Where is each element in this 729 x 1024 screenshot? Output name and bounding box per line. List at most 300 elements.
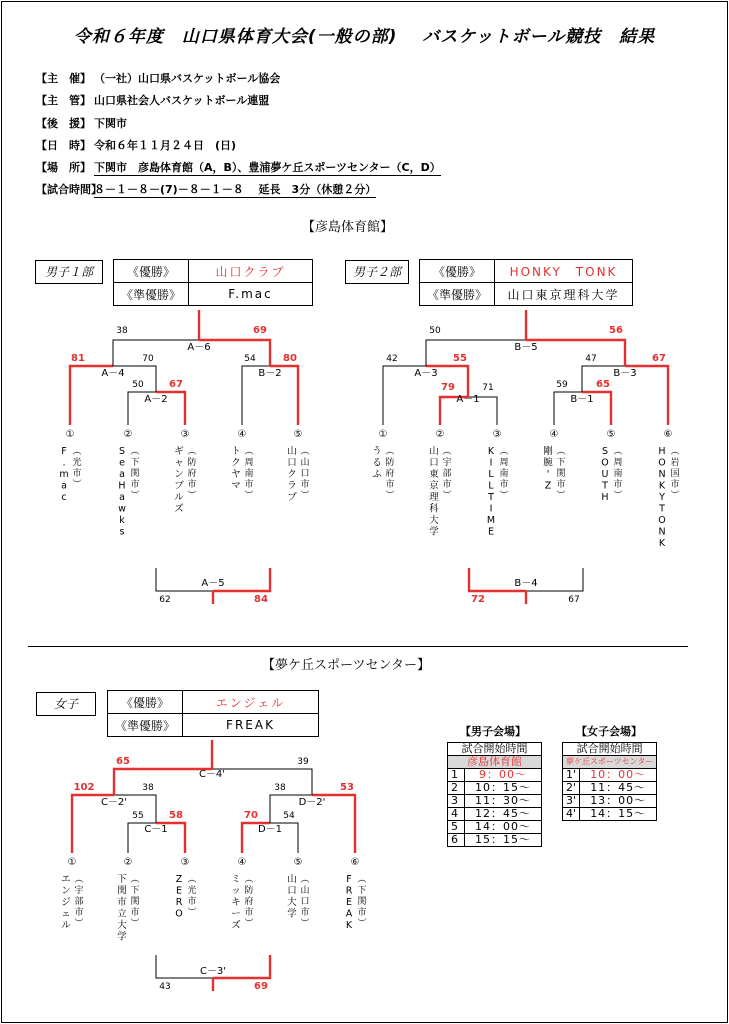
men2-team-city-char: 府 xyxy=(385,469,395,479)
men1-team-name-char: a xyxy=(61,480,67,492)
bracket-line xyxy=(113,340,199,366)
women-division-label: 女子 xyxy=(36,692,96,716)
game-label: A－6 xyxy=(187,342,211,353)
women-team-city-char: 部 xyxy=(74,897,84,907)
men2-team-name-char: 腕 xyxy=(543,457,553,469)
info-key: 【日 時】 xyxy=(36,139,91,152)
men2-team-number: ④ xyxy=(549,429,559,440)
men1-team-name-char: e xyxy=(119,457,125,469)
women-team-city-char: ︶ xyxy=(300,919,310,929)
men1-team-city-char: ︵ xyxy=(244,447,254,457)
men2-team-city-char: 周 xyxy=(499,458,509,468)
women-team-city-char: 光 xyxy=(187,886,197,896)
men2-team-name-char: H xyxy=(658,446,666,457)
score-left: 79 xyxy=(441,382,455,393)
men2-team-name-char: L xyxy=(488,469,494,480)
score-left: 38 xyxy=(116,326,128,336)
info-row xyxy=(36,116,127,131)
men1-team-number: ③ xyxy=(180,429,190,440)
women-team-name-char: 市 xyxy=(117,897,127,908)
men2-team-city-char: ︵ xyxy=(556,447,566,457)
women-team-number: ② xyxy=(123,857,133,868)
men2-team-name-char: M xyxy=(486,515,496,526)
men2-team-name-char: 学 xyxy=(429,526,439,538)
info-value: ８－１－８－(7)－８－１－８ 延長 3分（休憩２分） xyxy=(94,183,377,196)
men1-team-name-char: w xyxy=(118,503,126,515)
info-key: 【主 催】 xyxy=(36,72,91,85)
score-right: 39 xyxy=(297,757,309,767)
men1-team-name-char: H xyxy=(118,480,126,492)
men2-team-city-char: ︵ xyxy=(670,447,680,457)
score-right: 69 xyxy=(254,981,268,992)
men2-team-city-char: 市 xyxy=(613,480,623,490)
women-team-name-char: 立 xyxy=(117,908,127,920)
men2-team-name-char: 理 xyxy=(429,492,439,503)
men2-team-city-char: 南 xyxy=(613,469,623,479)
women-team-number: ③ xyxy=(180,857,190,868)
women-team-number: ⑤ xyxy=(293,857,303,868)
women-team-city-char: 下 xyxy=(130,886,140,896)
men2-team-city-char: ︶ xyxy=(442,491,452,501)
women-team-city-char: ︶ xyxy=(357,919,367,929)
women-team-name-char: K xyxy=(345,920,353,931)
score-left: 50 xyxy=(429,326,441,336)
men1-team-number: ① xyxy=(65,429,75,440)
women-team-city-char: 市 xyxy=(130,908,140,918)
women-team-name-char: ミ xyxy=(231,874,241,885)
score-right: 84 xyxy=(254,594,268,605)
men2-team-name-char: 大 xyxy=(429,515,439,526)
women-team-city-char: 市 xyxy=(244,908,254,918)
women-winner: エンジェル xyxy=(183,691,319,714)
women-team-city-char: 宇 xyxy=(74,886,84,896)
start-time: 15：15～ xyxy=(465,834,542,847)
women-team-name-char: ズ xyxy=(231,920,241,931)
men2-division-label: 男子２部 xyxy=(345,260,409,284)
women-schedule-title: 【女子会場】 xyxy=(576,725,642,738)
winner-label: 《優勝》 xyxy=(108,691,183,714)
score-right: 65 xyxy=(596,379,610,390)
info-row xyxy=(36,160,441,175)
men1-team-city-char: 山 xyxy=(300,458,310,468)
women-team-name-char: ジ xyxy=(61,897,71,908)
score-left: 70 xyxy=(244,810,258,821)
game-label: B－3 xyxy=(613,368,637,379)
score-left: 47 xyxy=(585,354,597,364)
men1-team-number: ② xyxy=(123,429,133,440)
women-schedule-venue: 夢ケ丘スポーツセンター xyxy=(563,756,657,769)
women-team-city-char: 府 xyxy=(244,897,254,907)
men2-team-city-char: ︵ xyxy=(613,447,623,457)
game-number: 3 xyxy=(448,795,465,808)
men2-team-name-char: I xyxy=(489,457,493,469)
men2-team-city-char: 部 xyxy=(442,469,452,479)
men1-team-number: ⑤ xyxy=(293,429,303,440)
men1-team-name-char: ャ xyxy=(174,457,184,469)
men2-team-name-char: 山 xyxy=(429,446,439,457)
men1-team-name-char: s xyxy=(119,526,125,538)
men2-team-city-char: 防 xyxy=(385,458,395,468)
men2-team-name-char: K xyxy=(487,446,495,457)
score-right: 67 xyxy=(652,353,666,364)
men2-team-city-char: 市 xyxy=(670,480,680,490)
men2-team-city-char: ︶ xyxy=(613,491,623,501)
men2-team-name-char: 京 xyxy=(429,480,439,492)
men1-team-name-char: ヤ xyxy=(231,469,241,480)
info-value: （一社）山口県バスケットボール協会 xyxy=(94,72,281,85)
men2-team-city-char: 宇 xyxy=(442,458,452,468)
men2-team-name-char: ' xyxy=(546,469,550,480)
men2-team-number: ① xyxy=(378,429,388,440)
men1-team-city-char: ︵ xyxy=(300,447,310,457)
venue-heading-yumegaoka: 【夢ケ丘スポーツセンター】 xyxy=(262,658,430,673)
start-time: 10：00～ xyxy=(580,769,657,782)
men2-team-name-char: T xyxy=(659,503,665,515)
men2-winner: HONKY TONK xyxy=(495,260,633,283)
game-label: A－3 xyxy=(414,368,438,379)
game-number: 5 xyxy=(448,821,465,834)
women-team-city-char: 関 xyxy=(130,897,140,907)
game-label: B－2 xyxy=(258,368,282,379)
women-team-name-char: ル xyxy=(61,920,71,931)
women-team-city-char: 関 xyxy=(357,897,367,907)
game-label: D－1 xyxy=(257,824,283,835)
score-left: 65 xyxy=(116,756,130,767)
score-left: 55 xyxy=(132,811,144,821)
men1-team-city-char: ︶ xyxy=(187,491,197,501)
women-team-name-char: R xyxy=(345,885,353,897)
women-team-city-char: 防 xyxy=(244,886,254,896)
info-row xyxy=(36,138,236,153)
men2-team-name-char: S xyxy=(601,446,609,457)
score-left: 43 xyxy=(159,982,171,992)
men-schedule-venue: 彦島体育館 xyxy=(448,756,542,769)
women-team-number: ① xyxy=(67,857,77,868)
runner-up-label: 《準優勝》 xyxy=(420,283,495,306)
men2-team-name-char: 東 xyxy=(429,469,439,480)
score-left: 38 xyxy=(274,783,286,793)
women-team-name-char: R xyxy=(175,897,183,908)
women-team-name-char: 関 xyxy=(117,885,127,897)
women-team-name-char: E xyxy=(345,897,353,908)
men2-team-name-char: K xyxy=(658,538,666,549)
score-right: 56 xyxy=(609,325,623,336)
winner-label: 《優勝》 xyxy=(114,260,189,283)
runner-up-label: 《準優勝》 xyxy=(114,283,189,306)
men1-team-name-char: ギ xyxy=(174,446,184,457)
men1-team-city-char: 市 xyxy=(187,480,197,490)
men1-team-name-char: m xyxy=(59,469,69,480)
game-number: 6 xyxy=(448,834,465,847)
women-team-number: ⑥ xyxy=(350,857,360,868)
women-team-name-char: 大 xyxy=(287,897,297,908)
men1-team-name-char: F xyxy=(61,446,67,457)
info-value: 令和６年１１月２４日 (日) xyxy=(94,139,237,152)
venue-heading-hikoshima: 【彦島体育館】 xyxy=(302,220,394,235)
men1-team-city-char: 下 xyxy=(130,458,140,468)
men2-team-city-char: 市 xyxy=(556,480,566,490)
women-team-name-char: 学 xyxy=(287,908,297,920)
men1-team-name-char: ン xyxy=(174,469,184,480)
women-team-city-char: ︵ xyxy=(244,875,254,885)
game-label: A－5 xyxy=(201,578,225,589)
men1-team-name-char: ク xyxy=(287,469,297,480)
men1-division-label: 男子１部 xyxy=(35,260,103,284)
women-team-name-char: ェ xyxy=(61,908,71,920)
women-team-name-char: 大 xyxy=(117,920,127,931)
info-value: 下関市 彦島体育館（A，B）、豊浦夢ケ丘スポーツセンター（C，D） xyxy=(94,161,441,174)
men1-team-name-char: ブ xyxy=(287,492,297,503)
bracket-line xyxy=(212,769,312,795)
women-team-city-char: 下 xyxy=(357,886,367,896)
men2-team-name-char: T xyxy=(488,492,494,503)
men1-team-name-char: ル xyxy=(174,492,184,503)
game-label: C－2' xyxy=(100,797,128,808)
men2-team-name-char: I xyxy=(489,503,493,515)
men2-team-number: ② xyxy=(435,429,445,440)
men2-team-name-char: O xyxy=(658,515,666,526)
score-left: 72 xyxy=(471,594,485,605)
info-key: 【後 援】 xyxy=(36,117,91,130)
men2-team-name-char: 剛 xyxy=(543,446,553,457)
men1-team-name-char: a xyxy=(119,492,125,503)
game-number: 4 xyxy=(448,808,465,821)
men1-team-city-char: 光 xyxy=(72,458,82,468)
men2-team-number: ③ xyxy=(492,429,502,440)
men1-team-city-char: 周 xyxy=(244,458,254,468)
men2-team-city-char: ︶ xyxy=(499,491,509,501)
men1-team-name-char: ク xyxy=(231,457,241,469)
game-number: 1 xyxy=(448,769,465,782)
men2-team-city-char: 周 xyxy=(613,458,623,468)
men2-team-name-char: E xyxy=(487,526,495,538)
women-team-name-char: ン xyxy=(61,885,71,897)
score-left: 50 xyxy=(132,380,144,390)
men1-team-name-char: 山 xyxy=(287,446,297,457)
men2-team-name-char: N xyxy=(658,469,666,480)
men1-team-city-char: ︶ xyxy=(130,491,140,501)
men2-team-city-char: ︵ xyxy=(499,447,509,457)
men1-team-number: ④ xyxy=(237,429,247,440)
score-right: 80 xyxy=(283,353,297,364)
women-team-city-char: 市 xyxy=(357,908,367,918)
men2-team-name-char: K xyxy=(658,480,666,492)
score-right: 71 xyxy=(482,383,494,393)
info-row xyxy=(36,93,269,108)
women-team-name-char: 学 xyxy=(117,931,127,943)
women-team-city-char: ︵ xyxy=(300,875,310,885)
women-team-name-char: 口 xyxy=(287,885,297,897)
score-left: 59 xyxy=(556,380,568,390)
men1-team-name-char: . xyxy=(62,457,66,469)
women-team-city-char: 口 xyxy=(300,897,310,907)
men1-team-city-char: ︵ xyxy=(187,447,197,457)
men2-team-city-char: 南 xyxy=(499,469,509,479)
game-number: 2 xyxy=(448,782,465,795)
info-value: 山口県社会人バスケットボール連盟 xyxy=(94,94,270,107)
info-key: 【場 所】 xyxy=(36,161,91,174)
women-team-city-char: 市 xyxy=(187,897,197,907)
men1-team-name-char: 口 xyxy=(287,457,297,469)
women-team-city-char: ︵ xyxy=(130,875,140,885)
men1-team-name-char: ラ xyxy=(287,480,297,492)
men1-team-city-char: 南 xyxy=(244,469,254,479)
info-key: 【試合時間】 xyxy=(36,183,102,196)
men1-team-city-char: 防 xyxy=(187,458,197,468)
men1-team-name-char: S xyxy=(118,446,126,457)
start-time: 14：15～ xyxy=(580,808,657,821)
men1-team-city-char: 府 xyxy=(187,469,197,479)
game-number: 1' xyxy=(563,769,580,782)
men2-team-city-char: ︵ xyxy=(442,447,452,457)
men2-team-name-char: ふ xyxy=(372,469,382,480)
women-team-name-char: ー xyxy=(231,908,241,920)
men1-team-city-char: ︵ xyxy=(130,447,140,457)
score-right: 70 xyxy=(142,354,154,364)
women-team-name-char: O xyxy=(175,908,183,920)
score-left: 42 xyxy=(386,354,398,364)
men2-team-city-char: 下 xyxy=(556,458,566,468)
men2-team-name-char: N xyxy=(658,526,666,538)
bracket-line xyxy=(526,340,625,366)
game-label: C－4' xyxy=(198,769,226,780)
men2-team-city-char: 市 xyxy=(499,480,509,490)
men1-team-city-char: 市 xyxy=(244,480,254,490)
schedule-header: 試合開始時間 xyxy=(563,743,657,756)
men1-team-name-char: ト xyxy=(231,446,241,457)
score-left: 81 xyxy=(71,353,85,364)
women-team-name-char: F xyxy=(346,874,352,885)
winner-label: 《優勝》 xyxy=(420,260,495,283)
men1-team-city-char: 市 xyxy=(72,469,82,479)
men2-team-name-char: O xyxy=(658,457,666,469)
women-runner-up: FREAK xyxy=(183,714,319,737)
women-team-name-char: 山 xyxy=(287,874,297,885)
men2-team-city-char: 市 xyxy=(442,480,452,490)
score-left: 62 xyxy=(159,595,171,605)
men2-team-name-char: T xyxy=(602,480,608,492)
bracket-line xyxy=(114,769,212,795)
men1-team-city-char: ︵ xyxy=(72,447,82,457)
men1-team-city-char: ︶ xyxy=(72,480,82,490)
men2-team-city-char: ︶ xyxy=(556,491,566,501)
game-label: B－4 xyxy=(514,578,538,589)
start-time: 11：45～ xyxy=(580,782,657,795)
start-time: 12：45～ xyxy=(465,808,542,821)
score-right: 55 xyxy=(453,353,467,364)
men2-team-city-char: ︶ xyxy=(670,491,680,501)
score-right: 67 xyxy=(169,379,183,390)
men2-team-city-char: 岩 xyxy=(670,458,680,468)
men1-team-name-char: ブ xyxy=(174,480,184,492)
men2-team-name-char: 口 xyxy=(429,457,439,469)
men2-team-number: ⑤ xyxy=(606,429,616,440)
game-label: B－5 xyxy=(514,342,538,353)
start-time: 14：00～ xyxy=(465,821,542,834)
men1-team-name-char: c xyxy=(61,492,67,503)
men1-team-city-char: ︶ xyxy=(300,491,310,501)
score-left: 54 xyxy=(244,354,256,364)
women-team-city-char: ︶ xyxy=(187,908,197,918)
start-time: 13：00～ xyxy=(580,795,657,808)
men2-team-city-char: 関 xyxy=(556,469,566,479)
women-team-name-char: キ xyxy=(231,897,241,908)
game-label: A－1 xyxy=(456,394,480,405)
women-team-city-char: ︶ xyxy=(130,919,140,929)
info-key: 【主 管】 xyxy=(36,94,91,107)
men2-team-name-char: U xyxy=(601,469,609,480)
women-team-number: ④ xyxy=(237,857,247,868)
men1-runner-up: F.mac xyxy=(189,283,313,306)
score-right: 69 xyxy=(253,325,267,336)
schedule-header: 試合開始時間 xyxy=(448,743,542,756)
women-team-name-char: Z xyxy=(175,874,183,885)
men1-team-name-char: k xyxy=(119,515,125,526)
score-right: 67 xyxy=(568,595,580,605)
men2-team-name-char: る xyxy=(372,457,382,469)
women-team-city-char: ︶ xyxy=(74,919,84,929)
men2-team-name-char: Y xyxy=(659,492,665,503)
women-team-city-char: ︵ xyxy=(74,875,84,885)
bracket-line xyxy=(426,340,526,366)
game-number: 2' xyxy=(563,782,580,795)
game-label: C－3' xyxy=(199,966,227,977)
men1-team-city-char: 関 xyxy=(130,469,140,479)
men2-team-city-char: ︵ xyxy=(385,447,395,457)
men1-winner: 山口クラブ xyxy=(189,260,313,283)
runner-up-label: 《準優勝》 xyxy=(108,714,183,737)
game-number: 3' xyxy=(563,795,580,808)
women-team-city-char: 市 xyxy=(300,908,310,918)
men2-team-city-char: 市 xyxy=(385,480,395,490)
men2-team-name-char: 科 xyxy=(429,503,439,515)
women-team-name-char: E xyxy=(175,885,183,897)
women-team-city-char: ︵ xyxy=(187,875,197,885)
men2-team-city-char: 国 xyxy=(670,469,680,479)
score-right: 58 xyxy=(169,810,183,821)
page-title: 令和６年度 山口県体育大会(一般の部) バスケットボール競技 結果 xyxy=(73,27,656,47)
men2-team-city-char: ︶ xyxy=(385,491,395,501)
info-row xyxy=(36,182,376,197)
women-team-city-char: ︶ xyxy=(244,919,254,929)
men1-team-city-char: 口 xyxy=(300,469,310,479)
game-label: C－1 xyxy=(144,824,168,835)
women-team-city-char: 市 xyxy=(74,908,84,918)
score-right: 38 xyxy=(142,783,154,793)
men1-team-city-char: 市 xyxy=(130,480,140,490)
women-team-name-char: エ xyxy=(61,874,71,885)
men2-team-number: ⑥ xyxy=(663,429,673,440)
men-schedule-title: 【男子会場】 xyxy=(460,725,526,738)
game-label: B－1 xyxy=(570,394,594,405)
men1-team-name-char: マ xyxy=(231,480,241,492)
men1-team-name-char: a xyxy=(119,469,125,480)
men1-team-name-char: ズ xyxy=(174,503,184,515)
men2-team-name-char: う xyxy=(372,446,382,457)
women-team-city-char: ︵ xyxy=(357,875,367,885)
men1-team-city-char: 市 xyxy=(300,480,310,490)
start-time: 9：00～ xyxy=(465,769,542,782)
women-team-name-char: ッ xyxy=(231,885,241,897)
game-label: A－4 xyxy=(101,368,125,379)
info-row xyxy=(36,71,280,86)
women-team-city-char: 山 xyxy=(300,886,310,896)
game-number: 4' xyxy=(563,808,580,821)
info-value: 下関市 xyxy=(94,117,127,130)
score-right: 54 xyxy=(283,811,295,821)
score-right: 53 xyxy=(340,782,354,793)
men2-team-name-char: H xyxy=(601,492,609,503)
